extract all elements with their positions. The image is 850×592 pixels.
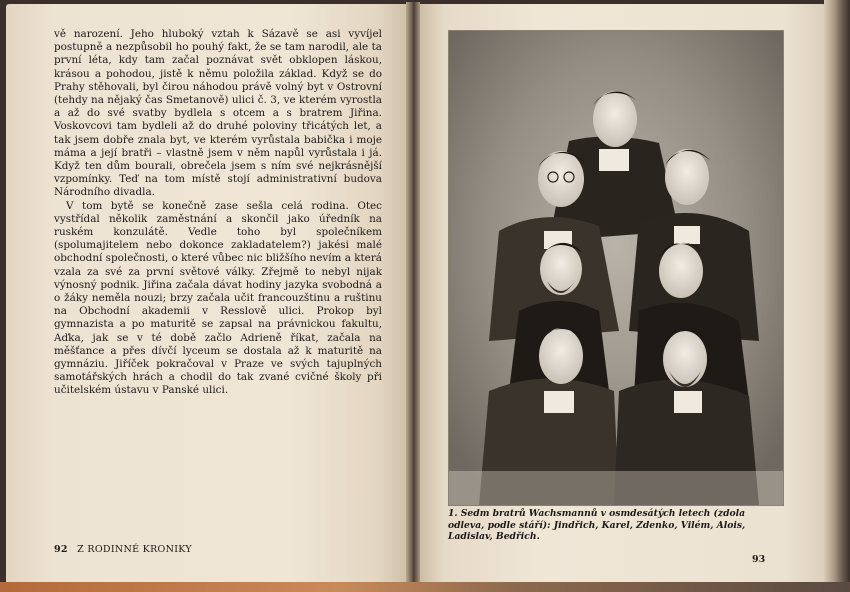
page-number-left: 92 (54, 544, 68, 555)
page-edge (824, 0, 850, 592)
photo-caption: 1. Sedm bratrů Wachsmannů v osmdesátých letech (zdola odleva, podle stáří): Jindřich, Karel, Zdenko, Vilém, Alois, Ladislav, Bedřich. (448, 508, 746, 542)
group-photograph (448, 30, 784, 506)
photo-illustration (449, 31, 783, 505)
left-footer (54, 544, 192, 555)
running-head: Z RODINNÉ KRONIKY (77, 544, 192, 555)
page-number-right: 93 (752, 554, 766, 565)
paragraph-2: V tom bytě se konečně zase sešla celá rodina. Otec vystřídal několik zaměstnání a skončil jako úředník na ruském konzulátě. Vedle toho byl společníkem (spolumajitelem nebo dokonce zakladatelem?) jakési malé obchodní společnosti, o které vůbec nic bližšího nevím a která vzala za své za první světové války. Zřejmě to nebyl nijak výnosný podnik. Jiřina začala dávat hodiny jazyka svobodná a o žáky neměla nouzi; brzy začala učit francouzštinu a ruštinu na Obchodní akademii v Resslově ulici. Prokop byl gymnazista a po maturitě se zapsal na právnickou fakultu, Aďka, jak se v té době začlo Adrieně říkat, začala na měšťance a přes dívčí lyceum se dostala až k maturitě na gymnáziu. Jiříček pokračoval v Praze ve svých tajuplných samotářských hrách a chodil do tak zvané cvičné školy při učitelském ústavu v Panské ulici. (54, 199, 382, 397)
left-page-body (54, 28, 382, 398)
paragraph-1: vě narození. Jeho hluboký vztah k Sázavě se asi vyvíjel postupně a nezpůsobil ho pouhý fakt, že se tam narodil, ale ta první léta, kdy tam začal poznávat svět obklopen láskou, krásou a pohodou, jistě k němu položila základ. Když se do Prahy stěhovali, byl čirou náhodou právě volný byt v Ostrovní (tehdy na nějaký čas Smetanově) ulici č. 3, ve kterém vyrostla a až do své svatby bydlela s otcem a s bratrem Jiřina. Voskovcovi tam bydleli až do druhé poloviny třicátých let, a tak jsem dobře znala byt, ve kterém vyrůstala babička i moje máma a její bratři – vlastně jsem v něm napůl vyrůstala i já. Když ten dům bourali, obrečela jsem s ním své nejkrásnější vzpomínky. Teď na tom místě stojí administrativní budova Národního divadla. (54, 28, 382, 199)
book-gutter (406, 2, 420, 590)
table-surface (0, 582, 850, 592)
